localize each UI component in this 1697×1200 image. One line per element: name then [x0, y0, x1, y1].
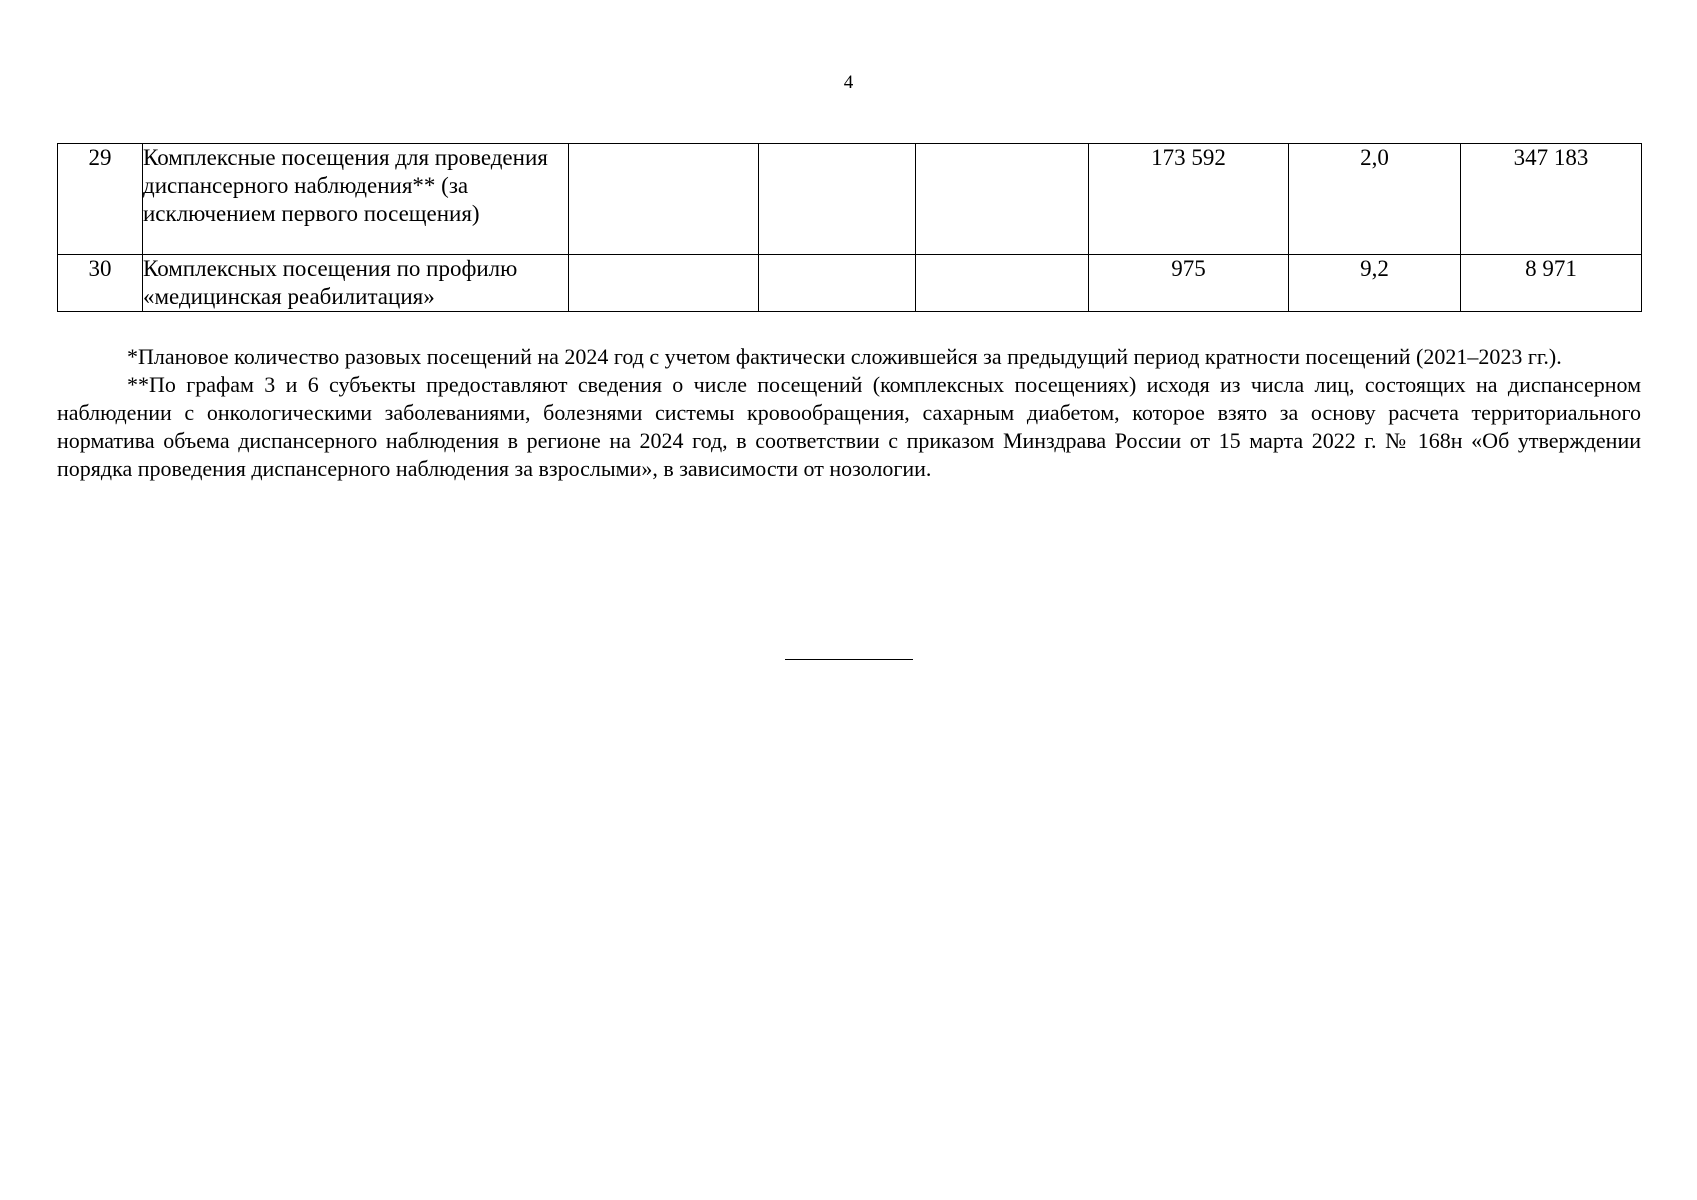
row-name: Комплексных посещения по профилю «медицинская реабилитация» — [143, 255, 569, 312]
cell-col4 — [759, 144, 916, 255]
cell-col5 — [916, 144, 1089, 255]
row-name: Комплексные посещения для проведения диспансерного наблюдения** (за исключением первого посещения) — [143, 144, 569, 255]
row-number: 30 — [58, 255, 143, 312]
cell-col3 — [569, 255, 759, 312]
cell-col4 — [759, 255, 916, 312]
page-number: 4 — [843, 72, 854, 93]
cell-col3 — [569, 144, 759, 255]
cell-col8: 8 971 — [1461, 255, 1642, 312]
cell-col7: 2,0 — [1289, 144, 1461, 255]
table-row — [58, 255, 1642, 312]
cell-col8: 347 183 — [1461, 144, 1642, 255]
footnotes — [57, 343, 1641, 483]
table-row — [58, 144, 1642, 255]
footnote-2: **По графам 3 и 6 субъекты предоставляют сведения о числе посещений (комплексных посещениях) исходя из числа лиц, состоящих на диспансерном наблюдении с онкологическими заболеваниями, болезнями системы кровообращения, сахарным диабетом, которое взято за основу расчета территориального норматива объема диспансерного наблюдения в регионе на 2024 год, в соответствии с приказом Минздрава России от 15 марта 2022 г. № 168н «Об утверждении порядка проведения диспансерного наблюдения за взрослыми», в зависимости от нозологии. — [57, 372, 1641, 481]
end-of-document-line — [785, 659, 913, 660]
data-table — [57, 143, 1642, 312]
footnote-1: *Плановое количество разовых посещений на 2024 год с учетом фактически сложившейся за предыдущий период кратности посещений (2021–2023 гг.). — [127, 344, 1562, 369]
cell-col7: 9,2 — [1289, 255, 1461, 312]
cell-col6: 975 — [1089, 255, 1289, 312]
cell-col5 — [916, 255, 1089, 312]
cell-col6: 173 592 — [1089, 144, 1289, 255]
row-number: 29 — [58, 144, 143, 255]
